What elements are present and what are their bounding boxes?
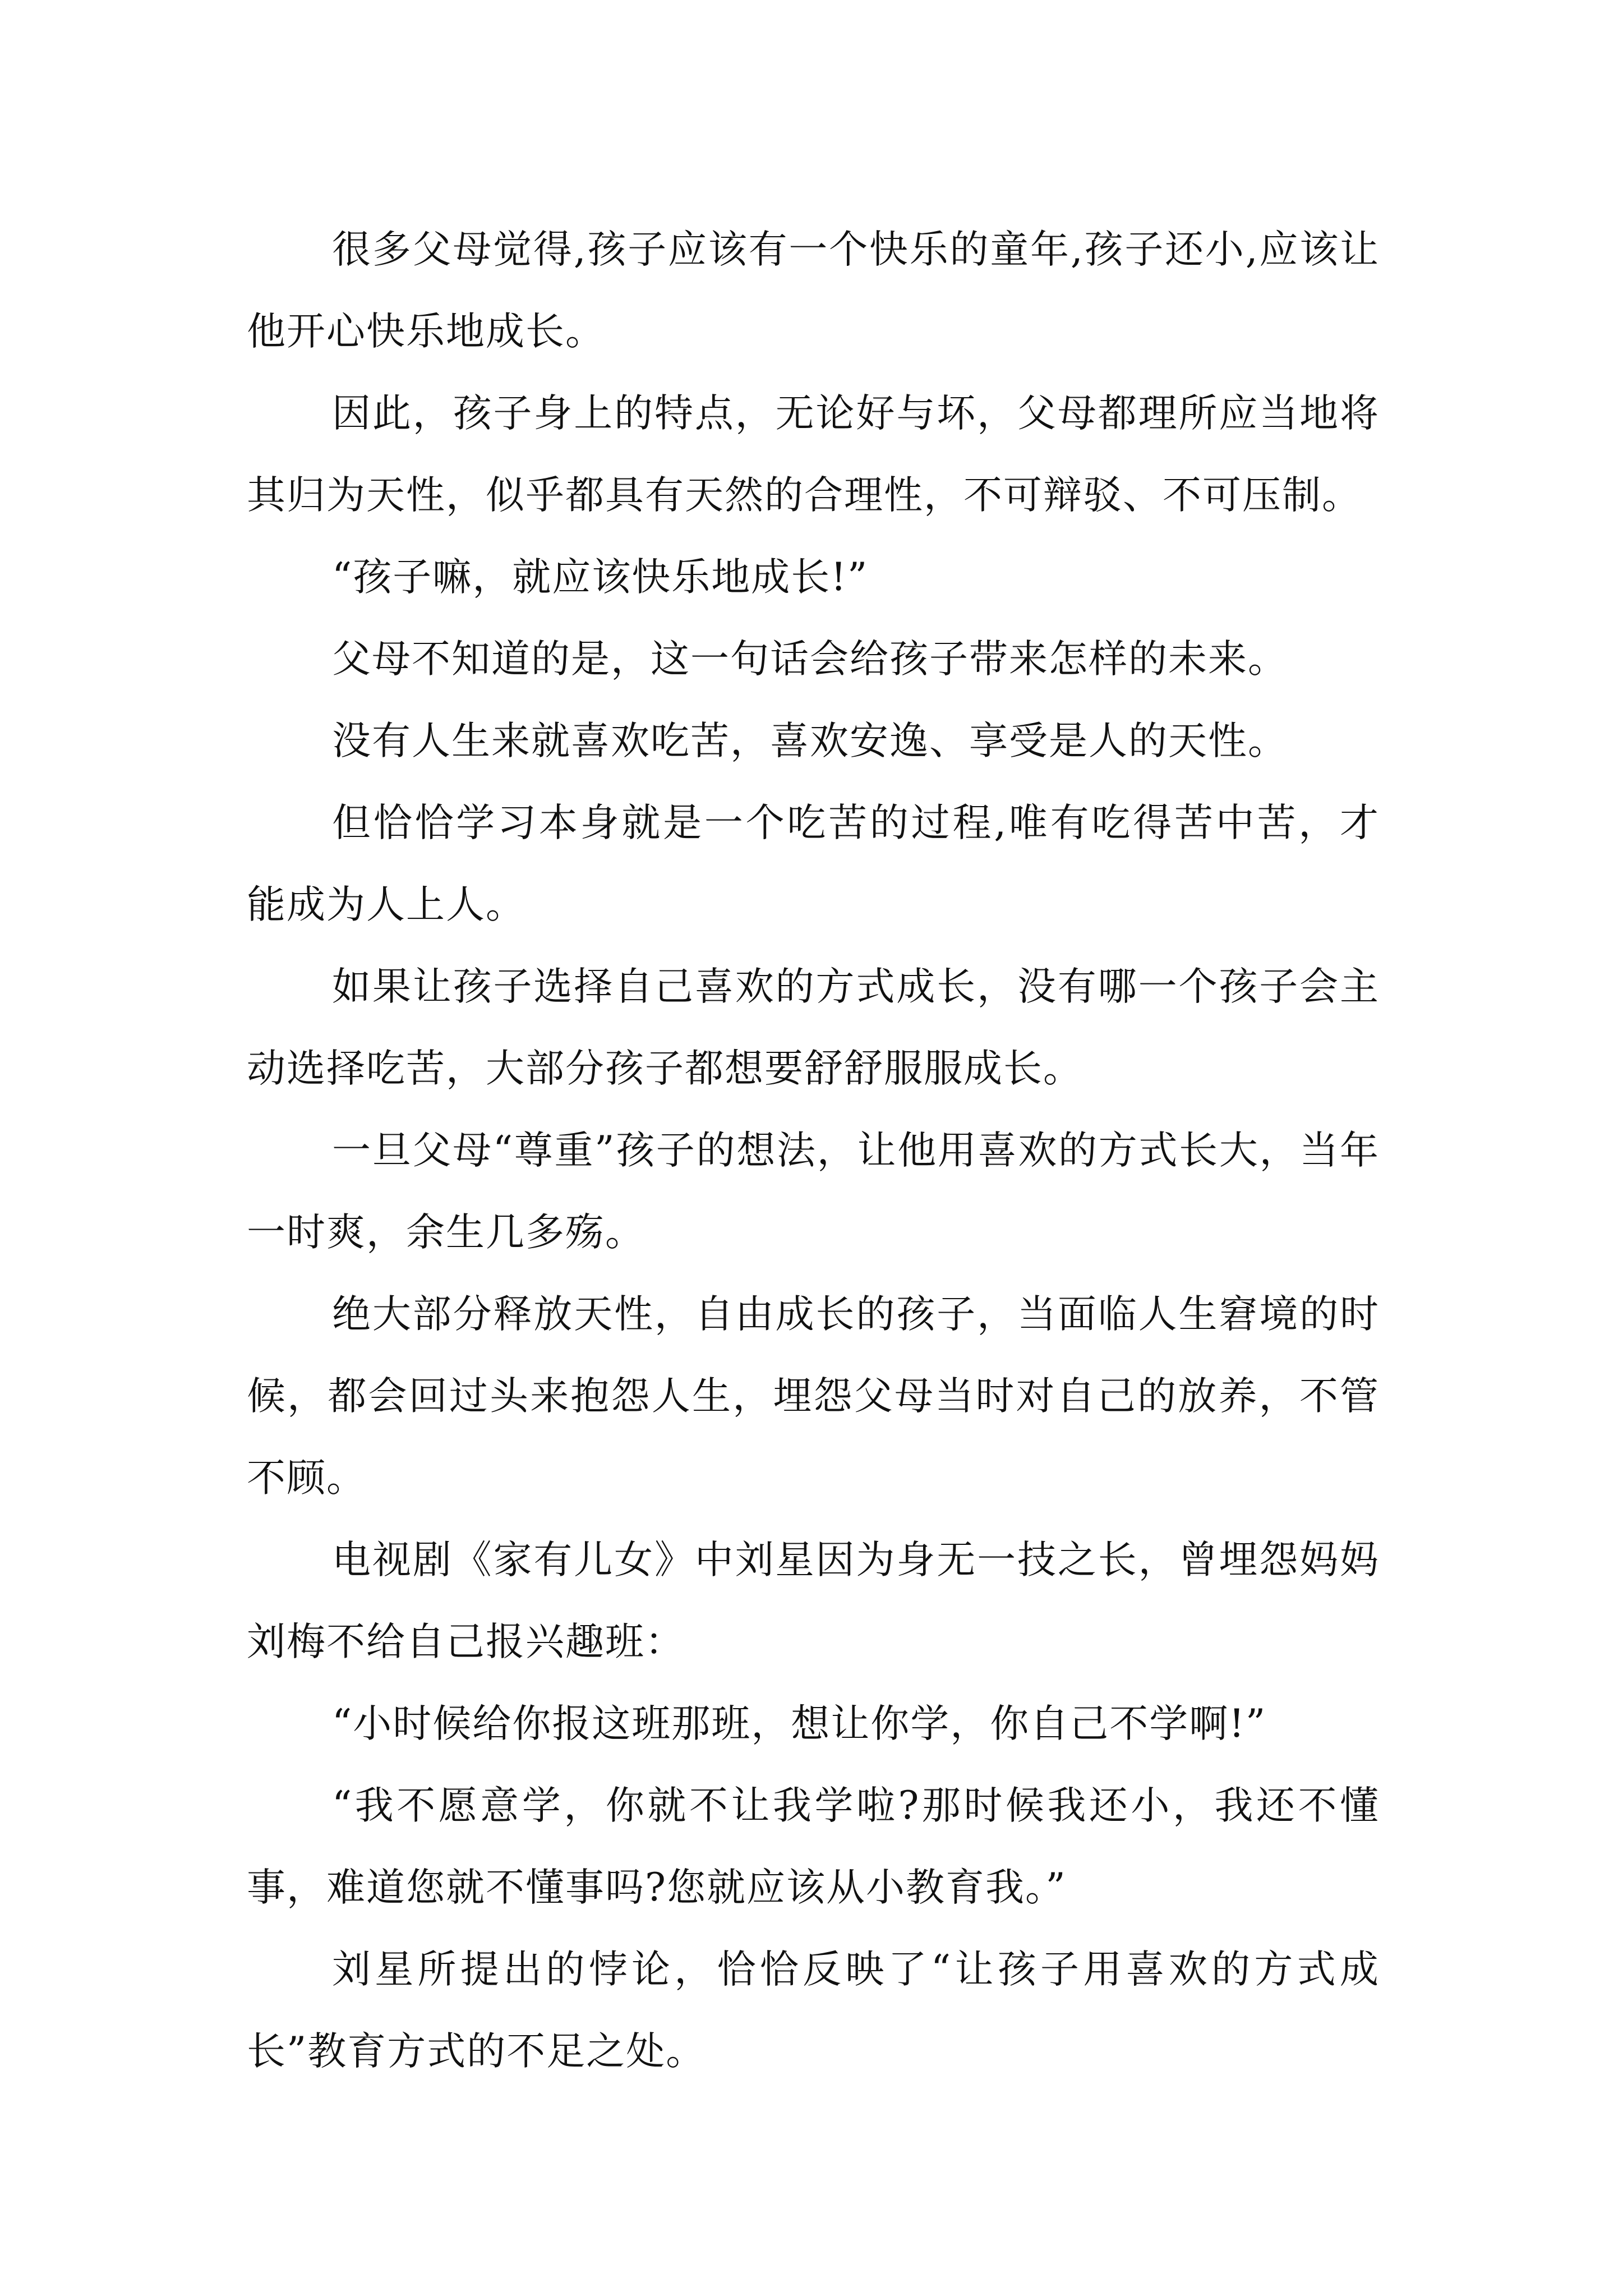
paragraph-8: 一旦父母“尊重”孩子的想法，让他用喜欢的方式长大，当年一时爽，余生几多殇。 xyxy=(247,1128,1380,1255)
paragraph-10: 电视剧《家有儿女》中刘星因为身无一技之长，曾埋怨妈妈刘梅不给自己报兴趣班： xyxy=(247,1538,1380,1664)
paragraph-6: 但恰恰学习本身就是一个吃苦的过程,唯有吃得苦中苦，才能成为人上人。 xyxy=(247,800,1380,927)
paragraph-3: “孩子嘛，就应该快乐地成长!” xyxy=(332,555,869,600)
paragraph-1: 很多父母觉得,孩子应该有一个快乐的童年,孩子还小,应该让他开心快乐地成长。 xyxy=(247,227,1380,354)
paragraph-9: 绝大部分释放天性，自由成长的孩子，当面临人生窘境的时候，都会回过头来抱怨人生，埋怨父母当时对自己的放养，不管不顾。 xyxy=(247,1292,1380,1501)
body-text xyxy=(247,209,1380,2092)
paragraph-4: 父母不知道的是，这一句话会给孩子带来怎样的未来。 xyxy=(332,637,1288,682)
paragraph-12: “我不愿意学，你就不让我学啦?那时候我还小，我还不懂事，难道您就不懂事吗?您就应该从小教育我。” xyxy=(247,1783,1380,1910)
paragraph-7: 如果让孩子选择自己喜欢的方式成长，没有哪一个孩子会主动选择吃苦，大部分孩子都想要舒舒服服成长。 xyxy=(247,964,1380,1091)
paragraph-5: 没有人生来就喜欢吃苦，喜欢安逸、享受是人的天性。 xyxy=(332,719,1288,763)
paragraph-2: 因此，孩子身上的特点，无论好与坏，父母都理所应当地将其归为天性，似乎都具有天然的合理性，不可辩驳、不可压制。 xyxy=(247,391,1380,518)
paragraph-11: “小时候给你报这班那班，想让你学，你自己不学啊!” xyxy=(332,1701,1267,1746)
paragraph-13: 刘星所提出的悖论，恰恰反映了“让孩子用喜欢的方式成长”教育方式的不足之处。 xyxy=(247,1947,1380,2074)
